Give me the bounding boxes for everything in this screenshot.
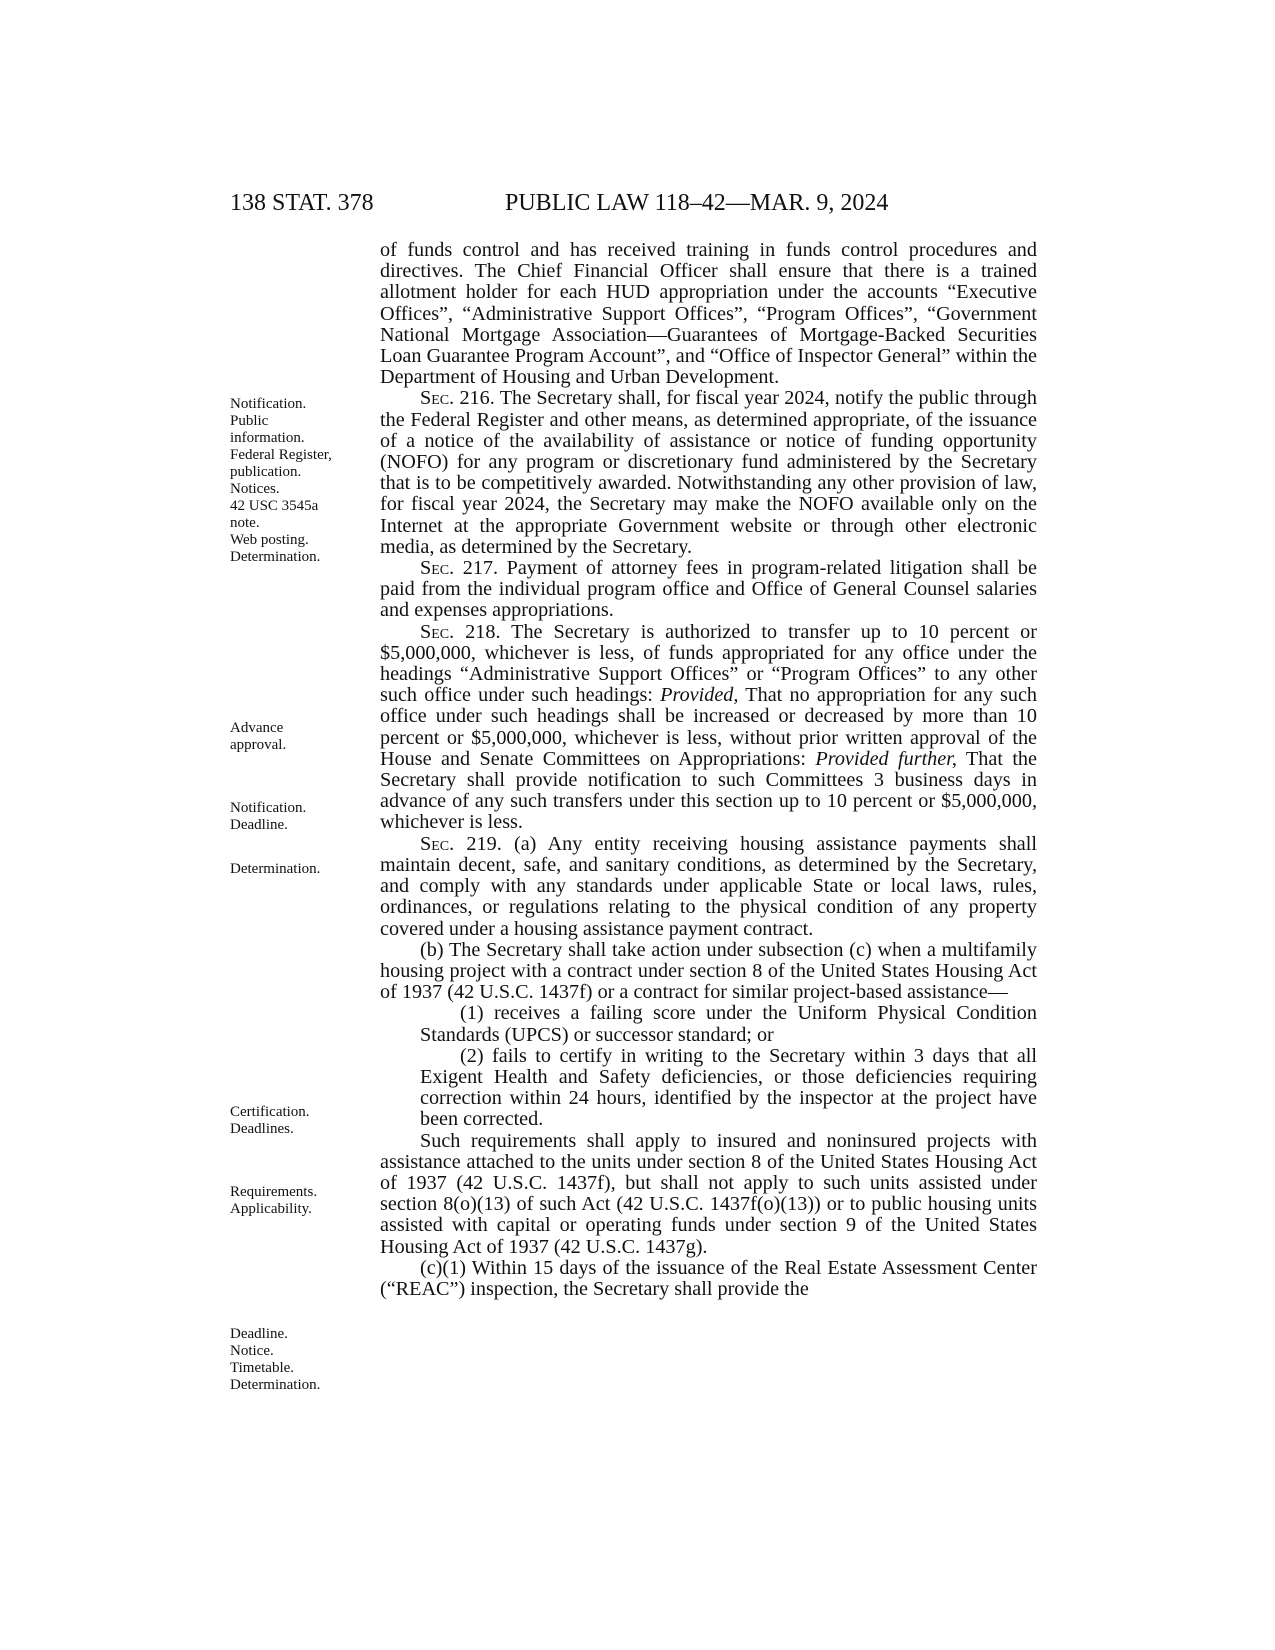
margin-note-text: Notification. Deadline.	[230, 800, 307, 833]
margin-note-sec216	[230, 396, 375, 566]
margin-note-text: Notification. Public information. Federal Register, publication. Notices. 42 USC 3545a note. Web posting. Determination.	[230, 396, 332, 565]
section-218-text-b: That no appropriation for any such office under such headings shall be increased or decreased by more than 10 percent or $5,000,000, whichever is less, without prior written approval of the House and Senate Committees on Appropriations:	[380, 684, 1038, 770]
section-216-text: . 216. The Secretary shall, for fiscal year 2024, notify the public through the Federal Register and other means, as determined appropriate, of the issuance of a notice of the availability of assistance or notice of funding opportunity (NOFO) for any program or discretionary fund administered by the Secretary that is to be competitively awarded. Notwithstanding any other provision of law, for fiscal year 2024, the Secretary may make the NOFO available only on the Internet at the appropriate Government website or through other electronic media, as determined by the Secretary.	[380, 387, 1037, 558]
margin-note-certification	[230, 1104, 375, 1138]
margin-note-deadline-notice	[230, 1326, 375, 1394]
section-217	[380, 558, 1037, 622]
margin-note-text: Requirements. Applicability.	[230, 1184, 318, 1217]
margin-note-text: Determination.	[230, 861, 321, 877]
section-label: Sec	[420, 832, 450, 855]
margin-note-notification-deadline	[230, 800, 375, 834]
margin-note-text: Certification. Deadlines.	[230, 1104, 310, 1137]
statute-body	[380, 240, 1037, 1300]
item-2: (2) fails to certify in writing to the Secretary within 3 days that all Exigent Health and Safety deficiencies, or those deficiencies requiring correction within 24 hours, identified by the inspector at the project have been corrected.	[420, 1044, 1037, 1131]
section-label: Sec	[420, 620, 450, 643]
margin-note-determination	[230, 861, 375, 878]
such-requirements: Such requirements shall apply to insured and noninsured projects with assistance attached to the units under section 8 of the United States Housing Act of 1937 (42 U.S.C. 1437f), but shall not apply to such units assisted under section 8(o)(13) of such Act (42 U.S.C. 1437f(o)(13)) or to public housing units assisted with capital or operating funds under section 9 of the United States Housing Act of 1937 (42 U.S.C. 1437g).	[380, 1129, 1037, 1258]
public-law-title: PUBLIC LAW 118–42—MAR. 9, 2024	[505, 190, 889, 216]
subsection-c1: (c)(1) Within 15 days of the issuance of the Real Estate Assessment Center (“REAC”) inspection, the Secretary shall provide the	[380, 1256, 1037, 1300]
item-1: (1) receives a failing score under the Uniform Physical Condition Standards (UPCS) or successor standard; or	[420, 1002, 1037, 1046]
margin-note-text: Advance approval.	[230, 720, 287, 753]
margin-note-requirements	[230, 1184, 375, 1218]
section-218-text-a: . 218. The Secretary is authorized to transfer up to 10 percent or $5,000,000, whichever is less, of funds appropriated for any office under the headings “Administrative Support Offices” or “Program Offices” to any other such office under such headings:	[380, 620, 1037, 707]
section-219a	[380, 834, 1037, 940]
margin-note-text: Deadline. Notice. Timetable. Determination.	[230, 1326, 321, 1393]
section-216	[380, 388, 1037, 558]
section-219b: (b) The Secretary shall take action under subsection (c) when a multifamily housing project with a contract under section 8 of the United States Housing Act of 1937 (42 U.S.C. 1437f) or a contract for similar project-based assistance—	[380, 938, 1037, 1004]
section-label: Sec	[420, 557, 450, 580]
paragraph-funds-control: of funds control and has received training in funds control procedures and directives. The Chief Financial Officer shall ensure that there is a trained allotment holder for each HUD appropriation under the accounts “Executive Offices”, “Administrative Support Offices”, “Program Offices”, “Government National Mortgage Association—Guarantees of Mortgage-Backed Securities Loan Guarantee Program Account”, and “Office of Inspector General” within the Department of Housing and Urban Development.	[380, 239, 1037, 389]
provided-further-term: Provided further,	[815, 747, 957, 770]
section-218	[380, 622, 1037, 834]
margin-note-advance-approval	[230, 720, 375, 754]
provided-term: Provided,	[660, 684, 739, 707]
section-217-text: . 217. Payment of attorney fees in program-related litigation shall be paid from the individual program office and Office of General Counsel salaries and expenses appropriations.	[380, 557, 1037, 622]
stat-page-number: 138 STAT. 378	[230, 190, 374, 216]
section-label: Sec	[420, 387, 450, 410]
section-219a-text: . 219. (a) Any entity receiving housing assistance payments shall maintain decent, safe, and sanitary conditions, as determined by the Secretary, and comply with any standards under applicable State or local laws, rules, ordinances, or regulations relating to the physical condition of any property covered under a housing assistance payment contract.	[380, 832, 1037, 940]
section-218-text-c: That the Secretary shall provide notification to such Committees 3 business days in advance of any such transfers under this section up to 10 percent or $5,000,000, whichever is less.	[380, 747, 1037, 834]
